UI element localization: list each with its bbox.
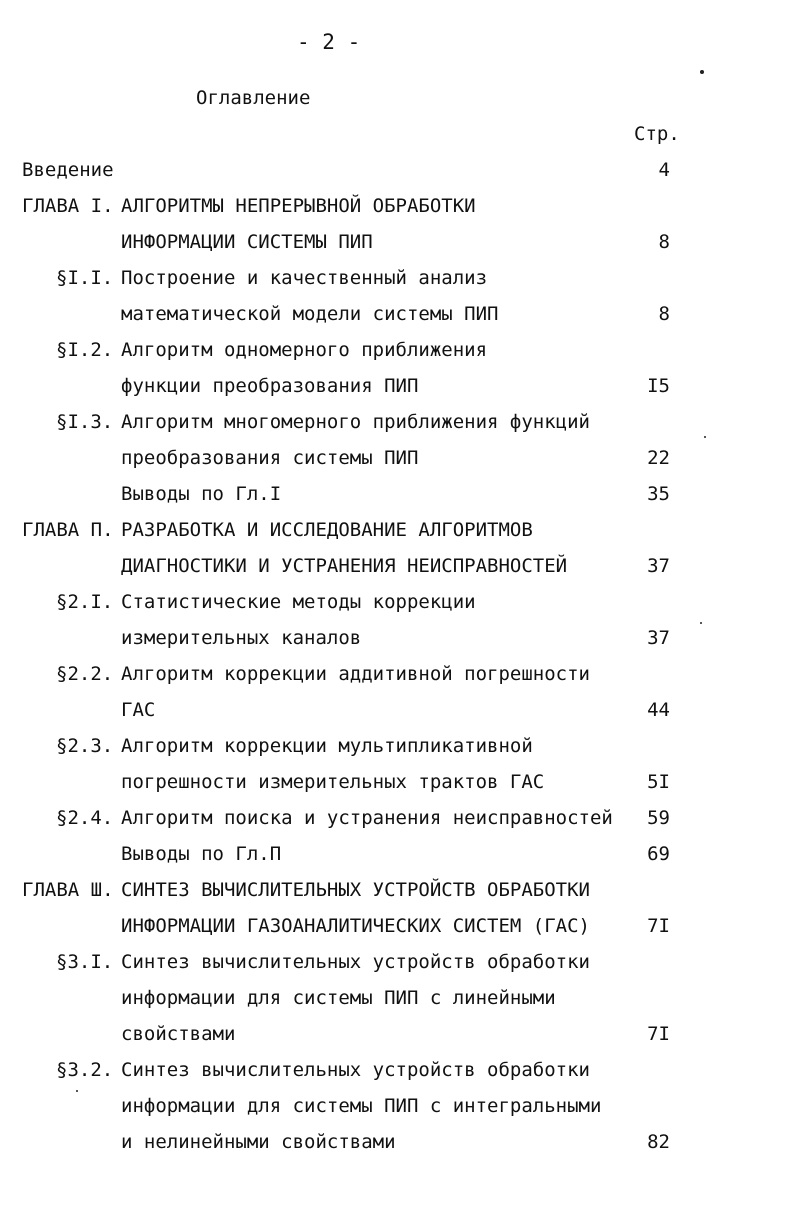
page-column-label: Стр. <box>634 123 680 145</box>
chapter-2-page: 37 <box>647 555 670 577</box>
scan-speck <box>76 1090 78 1092</box>
section-2-1-line1: Статистические методы коррекции <box>121 591 476 613</box>
section-2-2-page: 44 <box>647 699 670 721</box>
chapter-2-summary: Выводы по Гл.П <box>121 843 282 865</box>
section-3-2-number: §3.2. <box>56 1059 114 1081</box>
chapter-3-title-line2: ИНФОРМАЦИИ ГАЗОАНАЛИТИЧЕСКИХ СИСТЕМ (ГАС) <box>121 915 590 937</box>
chapter-3-page: 7I <box>647 915 670 937</box>
section-3-1-page: 7I <box>647 1023 670 1045</box>
toc-intro-page: 4 <box>658 159 670 181</box>
section-2-2-line1: Алгоритм коррекции аддитивной погрешности <box>121 663 590 685</box>
chapter-1-title-line2: ИНФОРМАЦИИ СИСТЕМЫ ПИП <box>121 231 373 253</box>
section-2-3-line2: погрешности измерительных трактов ГАС <box>121 771 545 793</box>
section-1-1-line2: математической модели системы ПИП <box>121 303 499 325</box>
chapter-1-title-line1: АЛГОРИТМЫ НЕПРЕРЫВНОЙ ОБРАБОТКИ <box>121 195 476 217</box>
section-2-2-number: §2.2. <box>56 663 114 685</box>
toc-intro-label: Введение <box>22 159 114 181</box>
section-1-3-line2: преобразования системы ПИП <box>121 447 419 469</box>
section-3-2-page: 82 <box>647 1131 670 1153</box>
section-3-2-line2: информации для системы ПИП с интегральными <box>121 1095 602 1117</box>
chapter-2-title-line2: ДИАГНОСТИКИ И УСТРАНЕНИЯ НЕИСПРАВНОСТЕЙ <box>121 555 568 577</box>
scan-speck <box>700 70 704 74</box>
section-3-2-line3: и нелинейными свойствами <box>121 1131 396 1153</box>
section-2-1-number: §2.I. <box>56 591 114 613</box>
section-3-1-line1: Синтез вычислительных устройств обработки <box>121 951 590 973</box>
section-1-2-number: §I.2. <box>56 339 114 361</box>
section-2-1-page: 37 <box>647 627 670 649</box>
chapter-1-summary: Выводы по Гл.I <box>121 483 282 505</box>
toc-title: Оглавление <box>196 87 311 109</box>
scan-speck <box>700 622 702 624</box>
section-1-1-number: §I.I. <box>56 267 114 289</box>
section-2-3-page: 5I <box>647 771 670 793</box>
section-1-1-page: 8 <box>658 303 670 325</box>
chapter-2-summary-page: 69 <box>647 843 670 865</box>
section-2-4-page: 59 <box>647 807 670 829</box>
section-1-1-line1: Построение и качественный анализ <box>121 267 488 289</box>
chapter-3-title-line1: СИНТЕЗ ВЫЧИСЛИТЕЛЬНЫХ УСТРОЙСТВ ОБРАБОТКИ <box>121 879 590 901</box>
section-2-4-number: §2.4. <box>56 807 114 829</box>
chapter-3-label: ГЛАВА Ш. <box>22 879 114 901</box>
section-1-3-page: 22 <box>647 447 670 469</box>
section-1-3-number: §I.3. <box>56 411 114 433</box>
chapter-1-summary-page: 35 <box>647 483 670 505</box>
section-2-2-line2: ГАС <box>121 699 156 721</box>
chapter-1-page: 8 <box>658 231 670 253</box>
chapter-2-title-line1: РАЗРАБОТКА И ИССЛЕДОВАНИЕ АЛГОРИТМОВ <box>121 519 533 541</box>
scan-speck <box>704 436 706 438</box>
section-2-1-line2: измерительных каналов <box>121 627 362 649</box>
section-2-4-line1: Алгоритм поиска и устранения неисправностей <box>121 807 613 829</box>
section-2-3-number: §2.3. <box>56 735 114 757</box>
chapter-1-label: ГЛАВА I. <box>22 195 114 217</box>
section-1-2-line1: Алгоритм одномерного приближения <box>121 339 488 361</box>
section-1-3-line1: Алгоритм многомерного приближения функций <box>121 411 590 433</box>
chapter-2-label: ГЛАВА П. <box>22 519 114 541</box>
section-1-2-page: I5 <box>647 375 670 397</box>
section-3-1-line2: информации для системы ПИП с линейными <box>121 987 556 1009</box>
section-3-1-number: §3.I. <box>56 951 114 973</box>
page-number: - 2 - <box>297 30 361 54</box>
section-1-2-line2: функции преобразования ПИП <box>121 375 419 397</box>
section-3-2-line1: Синтез вычислительных устройств обработки <box>121 1059 590 1081</box>
section-3-1-line3: свойствами <box>121 1023 236 1045</box>
section-2-3-line1: Алгоритм коррекции мультипликативной <box>121 735 533 757</box>
